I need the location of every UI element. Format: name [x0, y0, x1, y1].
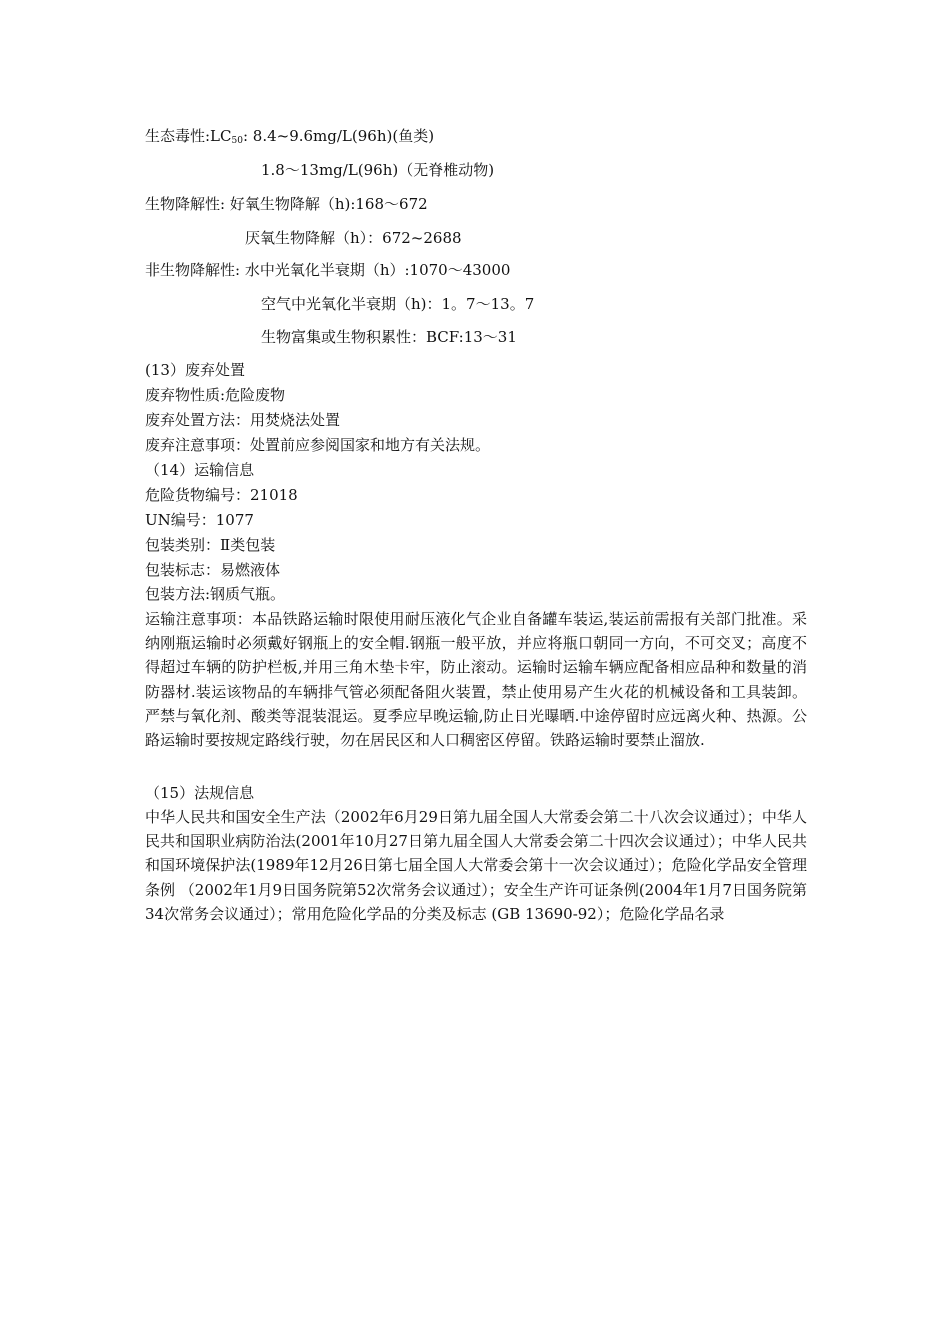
disposal-method: 废弃处置方法：用焚烧法处置	[145, 411, 341, 429]
biodegradability-aerobic: 生物降解性: 好氧生物降解（h):168～672	[145, 195, 428, 213]
abiotic-degradation-air: 空气中光氧化半衰期（h)：1。7～13。7	[261, 295, 535, 313]
abiotic-degradation-water: 非生物降解性: 水中光氧化半衰期（h）:1070～43000	[145, 261, 511, 279]
disposal-notes: 废弃注意事项：处置前应参阅国家和地方有关法规。	[145, 436, 491, 454]
packing-method: 包装方法:钢质气瓶。	[145, 585, 286, 603]
regulations-text: 中华人民共和国安全生产法（2002年6月29日第九届全国人大常委会第二十八次会议通过）；中华人民共和国职业病防治法(2001年10月27日第九届全国人大常委会第二十四次会议通过）；中华人民共和国环境保护法(1989年12月26日第七届全国人大常委会第十一次会议通过）；危险化学品安全管理条例 （2002年1月9日国务院第52次常务会议通过）；安全生产许可证条例(2004年1月7日国务院第34次常务会议通过）；常用危险化学品的分类及标志 (GB 13690-92）；危险化学品名录	[145, 808, 807, 923]
transport-notes: 运输注意事项：本品铁路运输时限使用耐压液化气企业自备罐车装运,装运前需报有关部门批准。采纳刚瓶运输时必须戴好钢瓶上的安全帽.钢瓶一般平放，并应将瓶口朝同一方向，不可交叉；高度不得超过车辆的防护栏板,并用三角木垫卡牢，防止滚动。运输时运输车辆应配备相应品种和数量的消防器材.装运该物品的车辆排气管必须配备阻火装置，禁止使用易产生火花的机械设备和工具装卸。严禁与氧化剂、酸类等混装混运。夏季应早晚运输,防止日光曝晒.中途停留时应远离火种、热源。公路运输时要按规定路线行驶，勿在居民区和人口稠密区停留。铁路运输时要禁止溜放.	[145, 610, 807, 750]
ecotoxicity-label: 生态毒性:LC	[145, 127, 232, 145]
packing-class: 包装类别：Ⅱ类包装	[145, 536, 276, 554]
ecotoxicity-line-2: 1.8～13mg/L(96h)（无脊椎动物)	[261, 161, 495, 179]
packing-mark: 包装标志：易燃液体	[145, 561, 281, 579]
biodegradability-anaerobic: 厌氧生物降解（h）：672~2688	[245, 229, 462, 247]
ecotoxicity-line-1	[145, 126, 434, 151]
transport-heading: （14）运输信息	[145, 461, 255, 479]
ecotoxicity-subscript: 50	[231, 136, 243, 146]
bioaccumulation-line: 生物富集或生物积累性：BCF:13～31	[261, 328, 517, 346]
dangerous-goods-number: 危险货物编号：21018	[145, 486, 298, 504]
disposal-nature: 废弃物性质:危险废物	[145, 386, 286, 404]
regulations-heading: （15）法规信息	[145, 784, 255, 802]
disposal-heading: (13）废弃处置	[145, 361, 245, 379]
un-number: UN编号：1077	[145, 511, 254, 529]
ecotoxicity-fish-value: : 8.4~9.6mg/L(96h)(鱼类)	[242, 127, 435, 145]
